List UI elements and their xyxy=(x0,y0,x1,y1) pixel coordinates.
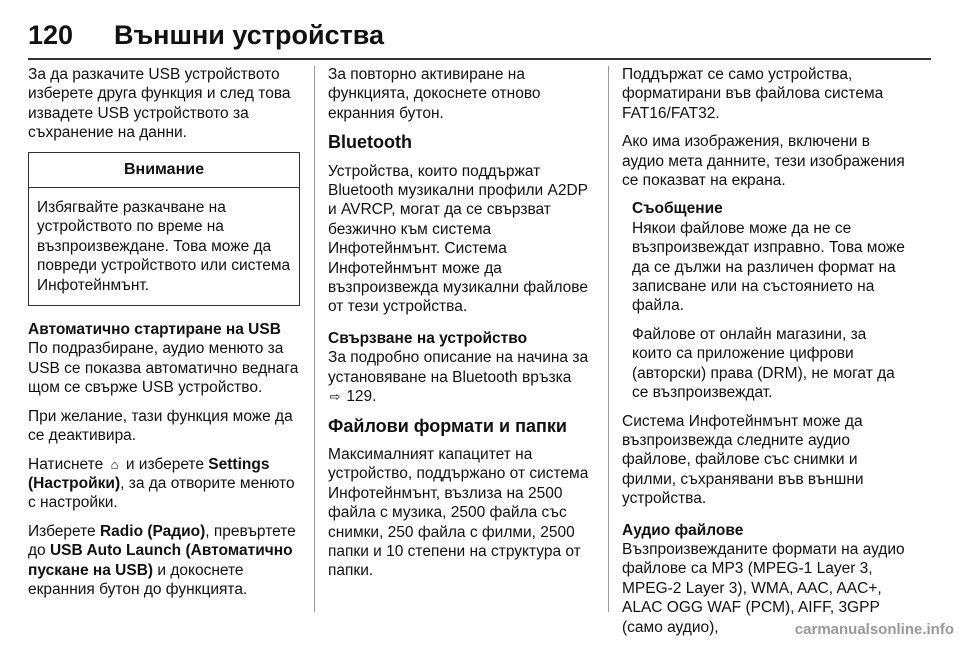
home-icon: ⌂ xyxy=(110,456,119,472)
warning-body: Избягвайте разкачване на устройството по време на възпроизвеждане. Това може да повреди устройството или система Инфотейнмънт. xyxy=(37,199,291,294)
arrow-ref-icon: ⇨ xyxy=(329,389,341,405)
page-reference[interactable]: 129. xyxy=(346,388,377,406)
page-number: 120 xyxy=(28,20,74,50)
column-2 xyxy=(328,65,594,590)
intro-paragraph: За да разкачите USB устройството изберете друга функция и след това извадете USB устройството за съхранение на данни. xyxy=(28,66,291,142)
note-title: Съобщение xyxy=(632,200,723,218)
note-box xyxy=(632,199,906,402)
column-1 xyxy=(28,65,300,608)
warning-box xyxy=(28,152,300,306)
bluetooth-paragraph: Устройства, които поддържат Bluetooth музикални профили A2DP и AVRCP, могат да се свързват безжично към система Инфотейнмънт. Система Инфотейнмънт може да възпроизвежда музикални файлове от тези устройства. xyxy=(328,162,588,316)
images-paragraph: Ако има изображения, включени в аудио мета данните, тези изображения се показват на екрана. xyxy=(622,133,905,190)
usb-auto-launch-label: USB Auto Launch (Автоматично пускане на USB) xyxy=(28,542,293,579)
page-title: Външни устройства xyxy=(114,20,385,50)
autostart-heading: Автоматично стартиране на USB xyxy=(28,321,281,339)
settings-label: Settings (Настройки) xyxy=(28,455,270,492)
system-paragraph: Система Инфотейнмънт може да възпроизвежда следните аудио файлове, файлове със снимки и филми, съхранявани във външни устройства. xyxy=(622,412,864,508)
autostart-paragraph-1: По подразбиране, аудио менюто за USB се показва автоматично веднага щом се свърже USB устройство. xyxy=(28,340,299,397)
press-home-paragraph: Натиснете ⌂ и изберете Settings (Настройки), за да отворите менюто с настройки. xyxy=(28,455,295,512)
note-paragraph-1: Някои файлове може да не се възпроизвеждат изправно. Това може да се дължи на различен формат на записване или на състоянието на файла. xyxy=(632,219,905,315)
supported-paragraph: Поддържат се само устройства, форматирани във файлова система FAT16/FAT32. xyxy=(622,66,884,122)
formats-heading: Файлови формати и папки xyxy=(328,415,567,436)
bluetooth-heading: Bluetooth xyxy=(328,132,412,153)
radio-label: Radio (Радио) xyxy=(99,522,206,540)
column-divider xyxy=(608,66,609,612)
page-header xyxy=(28,18,931,60)
column-divider xyxy=(314,66,315,612)
formats-paragraph: Максималният капацитет на устройство, поддържано от система Инфотейнмънт, възлиза на 2500 файла с музика, 2500 файла със снимки, 250 файла с филми, 2500 папки и 10 степени на структура от папки. xyxy=(328,445,589,580)
watermark: carmanualsonline.info xyxy=(794,621,954,638)
select-radio-paragraph: Изберете Radio (Радио), превъртете до USB Auto Launch (Автоматично пускане на USB) и докоснете екранния бутон до функцията. xyxy=(28,522,296,598)
audio-paragraph: Възпроизвежданите формати на аудио файлове са MP3 (MPEG-1 Layer 3, MPEG-2 Layer 3), WMA, AAC, AAC+, ALAC OGG WAF (PCM), AIFF, 3GPP (само аудио), xyxy=(622,540,905,636)
audio-heading: Аудио файлове xyxy=(622,521,744,539)
warning-title: Внимание xyxy=(29,153,299,188)
column-3 xyxy=(622,65,906,646)
connect-heading: Свързване на устройство xyxy=(328,329,528,347)
reactivate-paragraph: За повторно активиране на функцията, докоснете отново екранния бутон. xyxy=(328,66,541,122)
connect-paragraph: За подробно описание на начина за установяване на Bluetooth връзка ⇨ 129. xyxy=(328,349,589,406)
note-paragraph-2: Файлове от онлайн магазини, за които са приложение цифрови (авторски) права (DRM), не могат да се възпроизвеждат. xyxy=(632,325,895,402)
autostart-paragraph-2: При желание, тази функция може да се деактивира. xyxy=(28,407,293,445)
